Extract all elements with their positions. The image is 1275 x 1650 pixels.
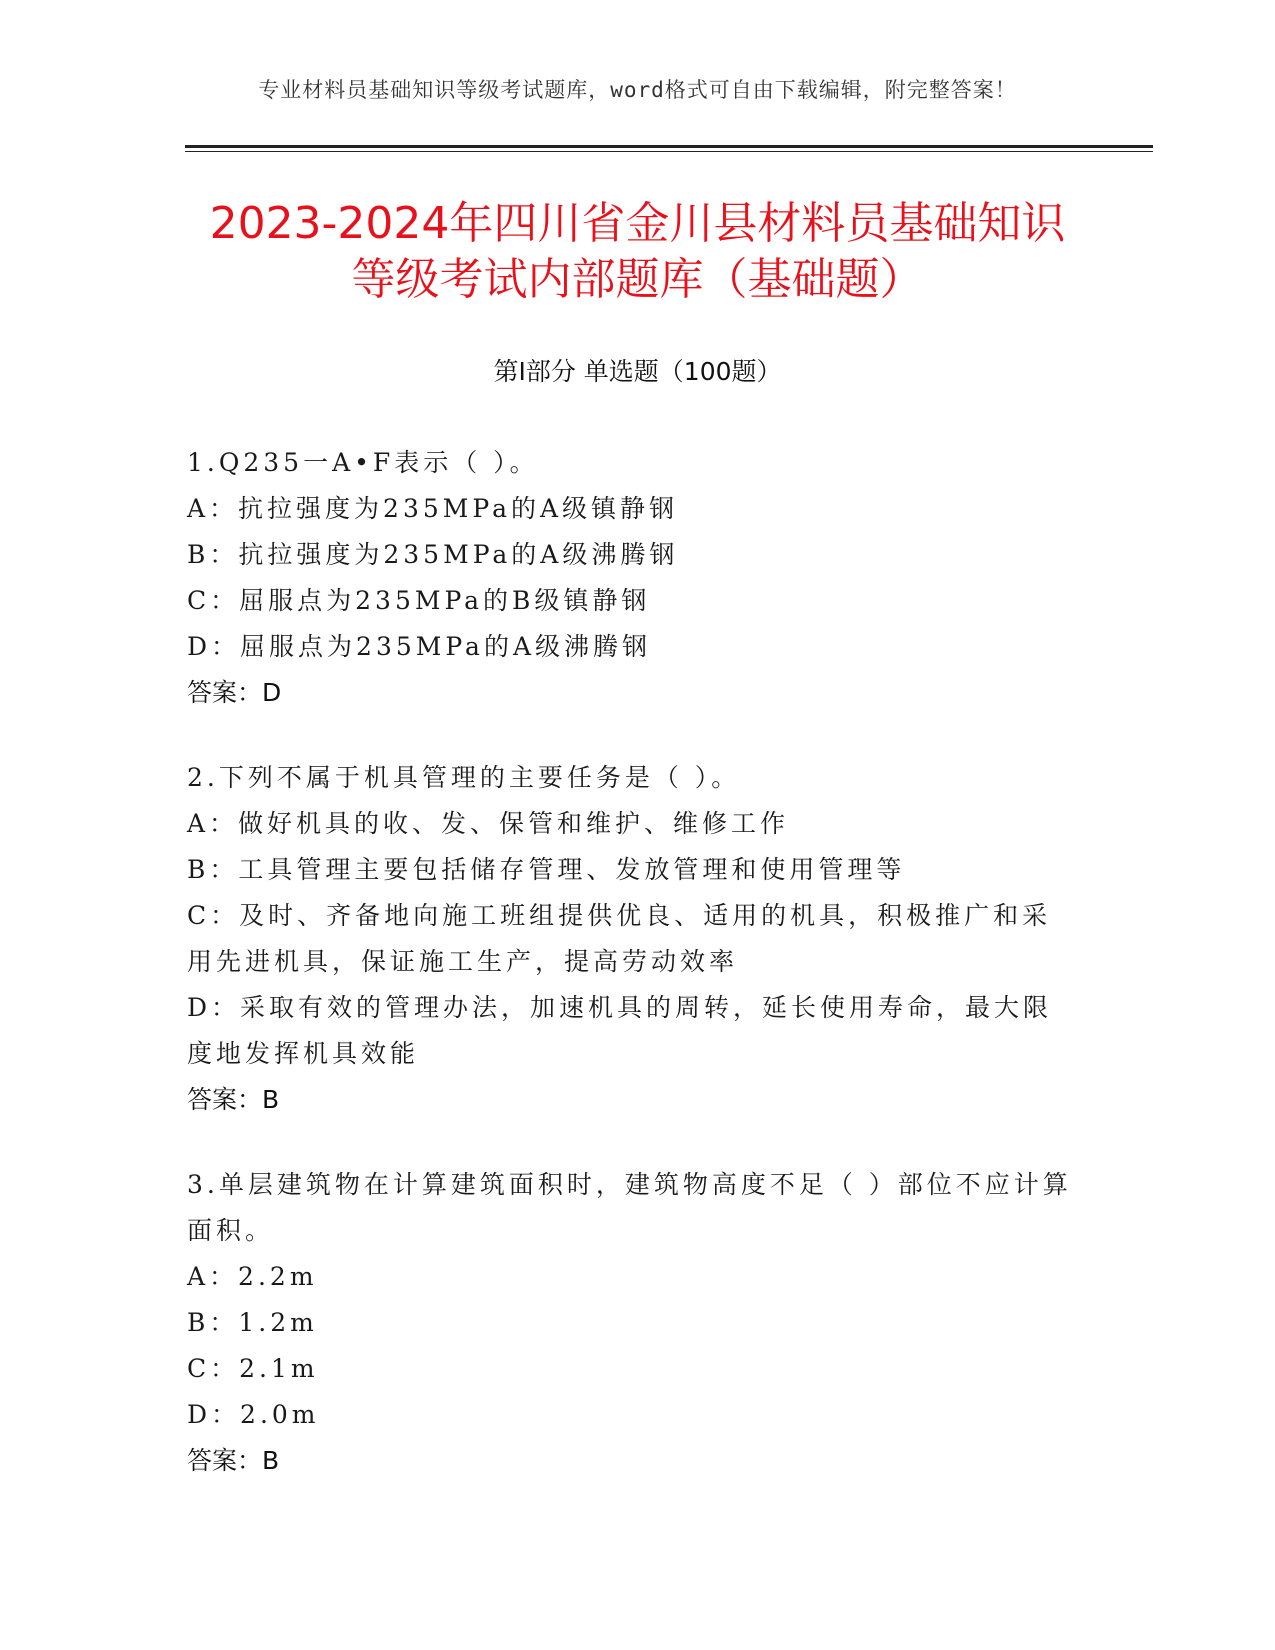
option-c: C：及时、齐备地向施工班组提供优良、适用的机具，积极推广和采用先进机具，保证施工生产，提高劳动效率: [187, 901, 1052, 976]
option-a: A：做好机具的收、发、保管和维护、维修工作: [187, 809, 790, 838]
option-a: A：抗拉强度为235MPa的A级镇静钢: [187, 494, 679, 523]
question-list: [187, 440, 1077, 1523]
title-line-1: 2023-2024年四川省金川县材料员基础知识: [209, 198, 1066, 249]
question-2: [187, 755, 1077, 1123]
question-stem: 2.下列不属于机具管理的主要任务是（ ）。: [187, 763, 741, 792]
question-1: [187, 440, 1077, 716]
answer: 答案：B: [187, 1085, 280, 1114]
header-rule-thick: [185, 145, 1153, 148]
answer: 答案：D: [187, 678, 282, 707]
answer: 答案：B: [187, 1446, 280, 1475]
option-d: D：采取有效的管理办法，加速机具的周转，延长使用寿命，最大限度地发挥机具效能: [187, 993, 1053, 1068]
option-a: A：2.2m: [187, 1262, 318, 1291]
title-line-2: 等级考试内部题库（基础题）: [351, 254, 924, 305]
document-title: [150, 196, 1125, 308]
option-c: C：2.1m: [187, 1354, 319, 1383]
option-c: C：屈服点为235MPa的B级镇静钢: [187, 586, 651, 615]
header-note: 专业材料员基础知识等级考试题库，word格式可自由下载编辑，附完整答案！: [258, 78, 1017, 102]
option-b: B：抗拉强度为235MPa的A级沸腾钢: [187, 540, 679, 569]
question-3: [187, 1162, 1077, 1484]
question-stem: 3.单层建筑物在计算建筑面积时，建筑物高度不足（ ）部位不应计算面积。: [187, 1170, 1072, 1245]
option-d: D：2.0m: [187, 1400, 320, 1429]
option-d: D：屈服点为235MPa的A级沸腾钢: [187, 632, 652, 661]
option-b: B：1.2m: [187, 1308, 318, 1337]
header-rule-thin: [185, 151, 1153, 152]
question-stem: 1.Q235一A•F表示（ ）。: [187, 448, 539, 477]
option-b: B：工具管理主要包括储存管理、发放管理和使用管理等: [187, 855, 906, 884]
section-title: 第Ⅰ部分 单选题（100题）: [493, 357, 782, 386]
